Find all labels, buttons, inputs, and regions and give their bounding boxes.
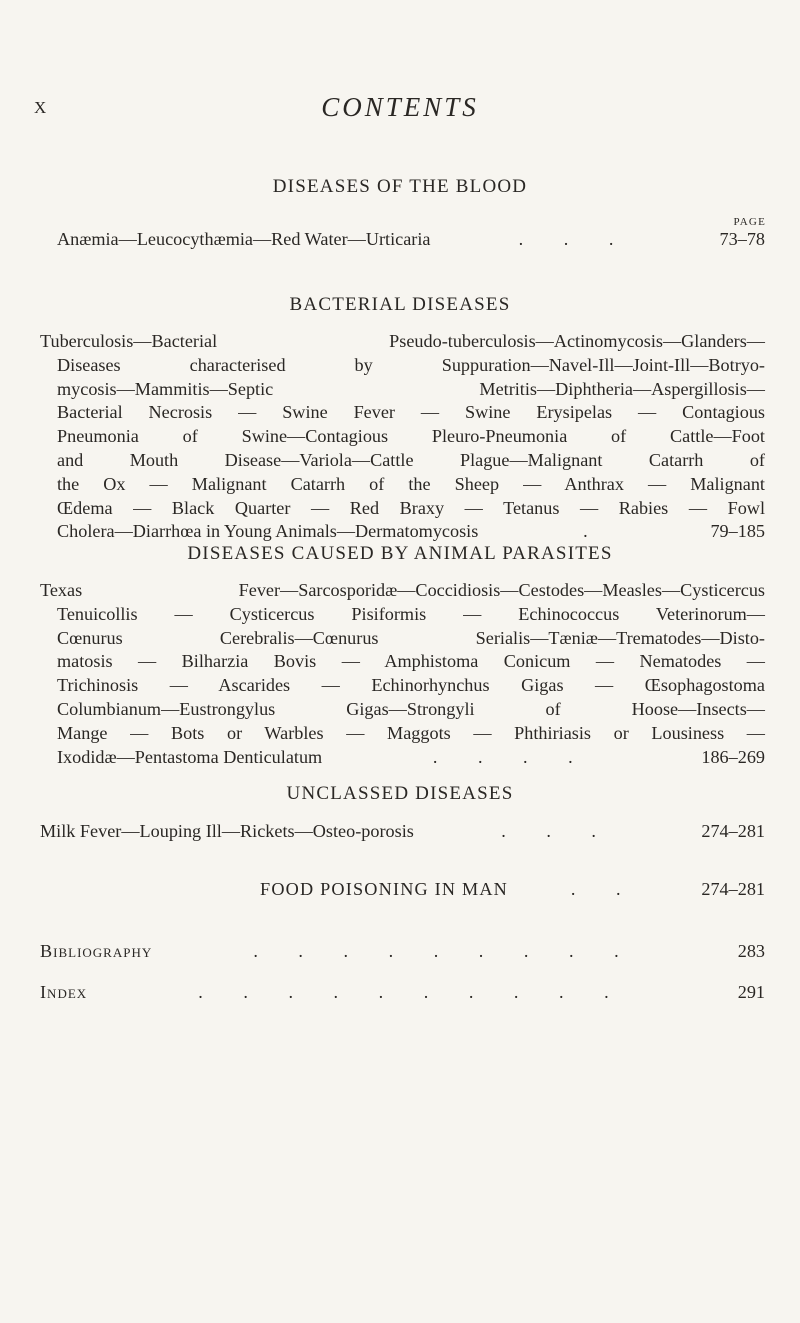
- entry-last-line: [40, 940, 765, 964]
- heading-food-poisoning: FOOD POISONING IN MAN: [260, 879, 509, 899]
- entry-line: Bacterial Necrosis — Swine Fever — Swine Erysipelas — Contagious: [57, 402, 765, 423]
- leader-dots: . . . .: [432, 746, 591, 767]
- entry-last-line: [40, 820, 765, 844]
- entry-line: Columbianum—Eustrongylus Gigas—Strongyli of Hoose—Insects—: [57, 698, 765, 719]
- entry-line: Trichinosis — Ascarides — Echinorhynchus Gigas — Œsophagostoma: [57, 675, 765, 696]
- entry-line: matosis — Bilharzia Bovis — Amphistoma Conicum — Nematodes —: [57, 651, 765, 672]
- page-range: 274–281: [701, 821, 765, 841]
- leader-dots: . . .: [501, 821, 614, 841]
- entry-line: Œdema — Black Quarter — Red Braxy — Tetanus — Rabies — Fowl: [57, 497, 765, 518]
- entry-text: Milk Fever—Louping Ill—Rickets—Osteo-porosis: [40, 821, 414, 841]
- entry-last-line: [260, 878, 765, 902]
- page-title: CONTENTS: [321, 92, 479, 122]
- entry-line: Cœnurus Cerebralis—Cœnurus Serialis—Tæniæ—Trematodes—Disto-: [57, 627, 765, 648]
- entry-text: Anæmia—Leucocythæmia—Red Water—Urticaria: [57, 229, 431, 249]
- entry-animal-parasites: [40, 579, 765, 769]
- entry-line: Pneumonia of Swine—Contagious Pleuro-Pneumonia of Cattle—Foot: [57, 426, 765, 447]
- entry-last-line: [57, 520, 765, 544]
- page-range: 291: [737, 982, 765, 1002]
- entry-line: Texas Fever—Sarcosporidæ—Coccidiosis—Cestodes—Measles—Cysticercus: [40, 580, 765, 600]
- heading-diseases-of-the-blood: DISEASES OF THE BLOOD: [272, 176, 528, 197]
- page-column-label: PAGE: [733, 216, 766, 228]
- heading-animal-parasites: DISEASES CAUSED BY ANIMAL PARASITES: [187, 543, 613, 564]
- page-range: 186–269: [701, 746, 765, 767]
- entry-text: Ixodidæ—Pentastoma Denticulatum: [57, 746, 323, 767]
- entry-food-poisoning: [260, 878, 765, 902]
- entry-bibliography: [40, 940, 765, 964]
- entry-line: Tuberculosis—Bacterial Pseudo-tuberculosis—Actinomycosis—Glanders—: [40, 331, 765, 351]
- entry-last-line: [57, 746, 765, 770]
- bibliography-label: Bibliography: [40, 941, 153, 961]
- entry-diseases-of-the-blood: [57, 228, 765, 252]
- index-label: Index: [40, 982, 88, 1002]
- leader-dots: . .: [570, 879, 639, 899]
- leader-dots: . . . . . . . . .: [253, 941, 637, 961]
- entry-line: Diseases characterised by Suppuration—Navel-Ill—Joint-Ill—Botryo-: [57, 354, 765, 375]
- heading-bacterial-diseases: BACTERIAL DISEASES: [289, 294, 511, 315]
- page-range: 274–281: [701, 879, 765, 899]
- entry-line: the Ox — Malignant Catarrh of the Sheep — Anthrax — Malignant: [57, 473, 765, 494]
- page-range: 283: [737, 941, 765, 961]
- entry-line: mycosis—Mammitis—Septic Metritis—Diphtheria—Aspergillosis—: [57, 378, 765, 399]
- leader-dots: . . .: [518, 229, 632, 249]
- leader-dots: .: [583, 521, 606, 542]
- heading-unclassed-diseases: UNCLASSED DISEASES: [286, 783, 514, 804]
- entry-last-line: [57, 228, 765, 252]
- page-number: X: [34, 98, 48, 117]
- entry-line: and Mouth Disease—Variola—Cattle Plague—Malignant Catarrh of: [57, 449, 765, 470]
- entry-line: Tenuicollis — Cysticercus Pisiformis — Echinococcus Veterinorum—: [57, 603, 765, 624]
- page-range: 79–185: [710, 521, 765, 542]
- entry-unclassed-diseases: [40, 820, 765, 844]
- entry-index: [40, 981, 765, 1005]
- leader-dots: . . . . . . . . . .: [198, 982, 627, 1002]
- page-range: 73–78: [719, 229, 765, 249]
- entry-text: Cholera—Diarrhœa in Young Animals—Dermatomycosis: [57, 521, 479, 542]
- entry-line: Mange — Bots or Warbles — Maggots — Phthiriasis or Lousiness —: [57, 722, 765, 743]
- entry-last-line: [40, 981, 765, 1005]
- entry-bacterial-diseases: [40, 330, 765, 544]
